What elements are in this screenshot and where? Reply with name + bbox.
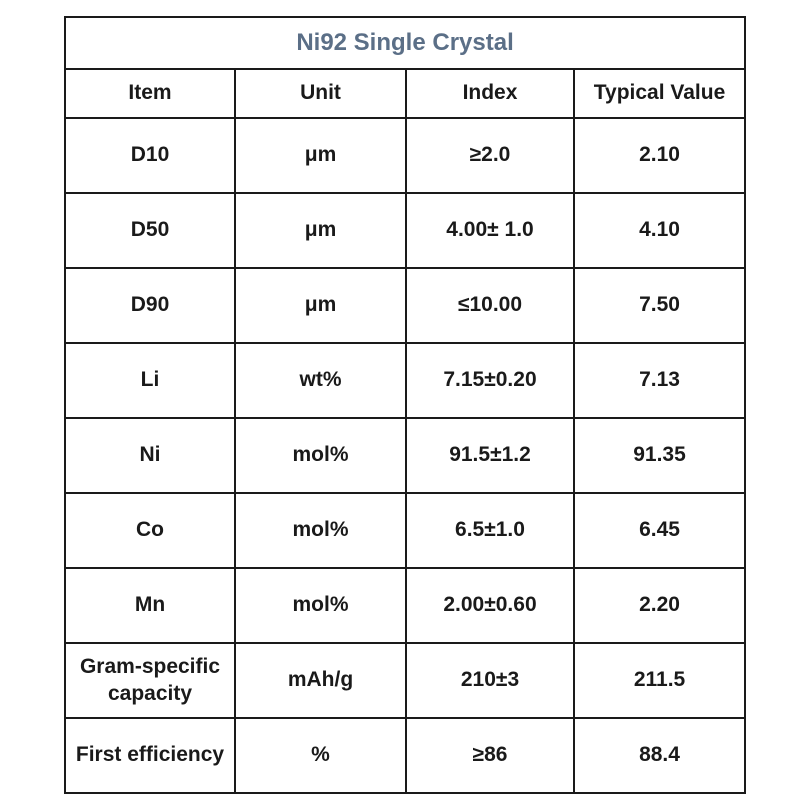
cell-index: 7.15±0.20 [406,343,574,418]
cell-unit: mAh/g [235,643,406,718]
cell-typical-value: 2.10 [574,118,745,193]
cell-item: First efficiency [65,718,235,793]
title-row [65,17,745,69]
spec-table-body [65,17,745,793]
cell-unit: wt% [235,343,406,418]
table-row [65,718,745,793]
cell-unit: % [235,718,406,793]
cell-item: Ni [65,418,235,493]
cell-item: D10 [65,118,235,193]
cell-index: 6.5±1.0 [406,493,574,568]
cell-index: 91.5±1.2 [406,418,574,493]
cell-unit: mol% [235,568,406,643]
cell-index: 2.00±0.60 [406,568,574,643]
table-row [65,118,745,193]
spec-table [64,16,746,794]
cell-typical-value: 4.10 [574,193,745,268]
cell-item: Mn [65,568,235,643]
table-row [65,568,745,643]
cell-item: D50 [65,193,235,268]
cell-unit: mol% [235,493,406,568]
cell-item: Gram-specific capacity [65,643,235,718]
table-row [65,418,745,493]
cell-item: Co [65,493,235,568]
cell-unit: μm [235,118,406,193]
cell-typical-value: 211.5 [574,643,745,718]
table-row [65,268,745,343]
header-index: Index [406,69,574,118]
header-row [65,69,745,118]
header-item: Item [65,69,235,118]
table-row [65,493,745,568]
cell-index: ≥86 [406,718,574,793]
cell-typical-value: 6.45 [574,493,745,568]
cell-typical-value: 91.35 [574,418,745,493]
table-row [65,343,745,418]
cell-unit: mol% [235,418,406,493]
cell-unit: μm [235,268,406,343]
table-row [65,193,745,268]
cell-typical-value: 88.4 [574,718,745,793]
cell-typical-value: 7.13 [574,343,745,418]
table-title: Ni92 Single Crystal [65,17,745,69]
cell-index: 210±3 [406,643,574,718]
cell-typical-value: 2.20 [574,568,745,643]
cell-index: ≤10.00 [406,268,574,343]
header-typical-value: Typical Value [574,69,745,118]
cell-index: 4.00± 1.0 [406,193,574,268]
cell-item: D90 [65,268,235,343]
cell-index: ≥2.0 [406,118,574,193]
cell-item: Li [65,343,235,418]
table-row [65,643,745,718]
header-unit: Unit [235,69,406,118]
cell-typical-value: 7.50 [574,268,745,343]
cell-unit: μm [235,193,406,268]
